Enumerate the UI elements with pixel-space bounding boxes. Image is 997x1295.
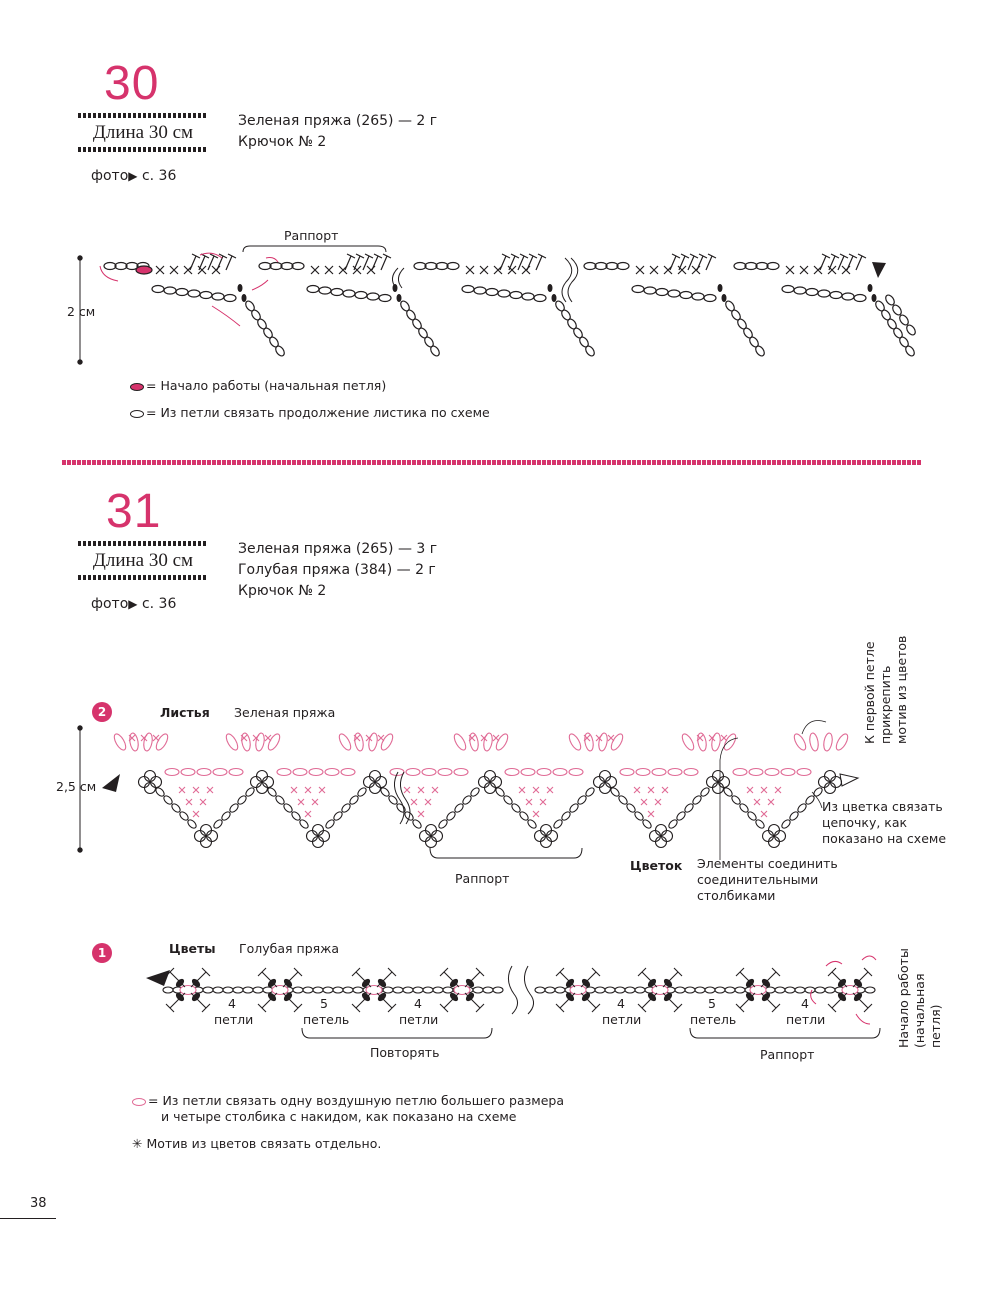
pattern-30-height-label: 2 см <box>67 304 96 319</box>
chain-note: Из цветка связать цепочку, как показано на схеме <box>822 799 947 846</box>
material-line: Голубая пряжа (384) — 2 г <box>238 562 436 578</box>
start-note: Начало работы (начальная петля) <box>896 948 943 1048</box>
legend-text: = Из петли связать продолжение листика по схеме <box>146 405 490 420</box>
loop-word-5: петель <box>690 1012 737 1027</box>
loop-word-3: петли <box>399 1012 439 1027</box>
loop-word-6: петли <box>786 1012 826 1027</box>
legend-text: = Из петли связать одну воздушную петлю большего размера <box>148 1093 564 1108</box>
pattern-31-number: 31 <box>106 485 162 538</box>
material-line: Крючок № 2 <box>238 134 327 150</box>
material-line: Крючок № 2 <box>238 583 327 599</box>
pattern-30-number: 30 <box>104 57 160 110</box>
photo-label: фото <box>91 596 129 612</box>
triangle-right-icon: ▶ <box>128 597 138 611</box>
flower-label: Цветок <box>630 858 683 873</box>
loop-count-4: 4 <box>617 996 625 1011</box>
flower-motif <box>736 968 780 1012</box>
loop-count-1: 4 <box>228 996 236 1011</box>
legend-text: Мотив из цветов связать отдельно. <box>146 1136 382 1151</box>
loop-word-4: петли <box>602 1012 642 1027</box>
large-loop-icon <box>132 1098 146 1106</box>
step-1-badge: 1 <box>92 943 112 963</box>
photo-page: с. 36 <box>141 596 177 612</box>
loop-count-6: 4 <box>801 996 809 1011</box>
pattern-30-rapport-label: Раппорт <box>284 228 339 243</box>
step-2-badge: 2 <box>92 702 112 722</box>
asterisk-icon: ✳ <box>132 1136 143 1151</box>
pattern-30-length: Длина 30 см <box>92 122 194 143</box>
step-1-yarn: Голубая пряжа <box>239 941 340 956</box>
material-line: Зеленая пряжа (265) — 3 г <box>238 541 438 557</box>
flower-motif <box>352 968 396 1012</box>
pattern-31-legend-note <box>132 1136 381 1152</box>
triangle-right-icon: ▶ <box>128 169 138 183</box>
step-1-title: Цветы <box>169 941 216 956</box>
step-2-yarn: Зеленая пряжа <box>234 705 336 720</box>
loop-count-2: 5 <box>320 996 328 1011</box>
legend-text: = Начало работы (начальная петля) <box>146 378 387 393</box>
flower-motif <box>440 968 484 1012</box>
photo-page: с. 36 <box>141 168 177 184</box>
step-2-rapport: Раппорт <box>455 871 510 886</box>
attach-note: К первой петле прикрепить мотив из цветов <box>862 635 909 744</box>
flower-motif <box>556 968 600 1012</box>
loop-count-5: 5 <box>708 996 716 1011</box>
pattern-31-length: Длина 30 см <box>92 550 194 571</box>
step-2-title: Листья <box>160 705 210 720</box>
flower-motif <box>258 968 302 1012</box>
pattern-31-legend-loop <box>132 1093 564 1125</box>
material-line: Зеленая пряжа (265) — 2 г <box>238 113 438 129</box>
loop-word-2: петель <box>303 1012 350 1027</box>
loop-word-1: петли <box>214 1012 254 1027</box>
page-number-rule <box>0 1218 56 1219</box>
repeat-label: Повторять <box>370 1045 440 1060</box>
photo-label: фото <box>91 168 129 184</box>
step-1-rapport: Раппорт <box>760 1047 815 1062</box>
page-number: 38 <box>30 1196 47 1211</box>
loop-count-3: 4 <box>414 996 422 1011</box>
step-2-height: 2,5 см <box>56 779 97 794</box>
legend-text: и четыре столбика с накидом, как показано на схеме <box>161 1109 517 1124</box>
join-note: Элементы соединить соединительными столбиками <box>697 856 838 903</box>
